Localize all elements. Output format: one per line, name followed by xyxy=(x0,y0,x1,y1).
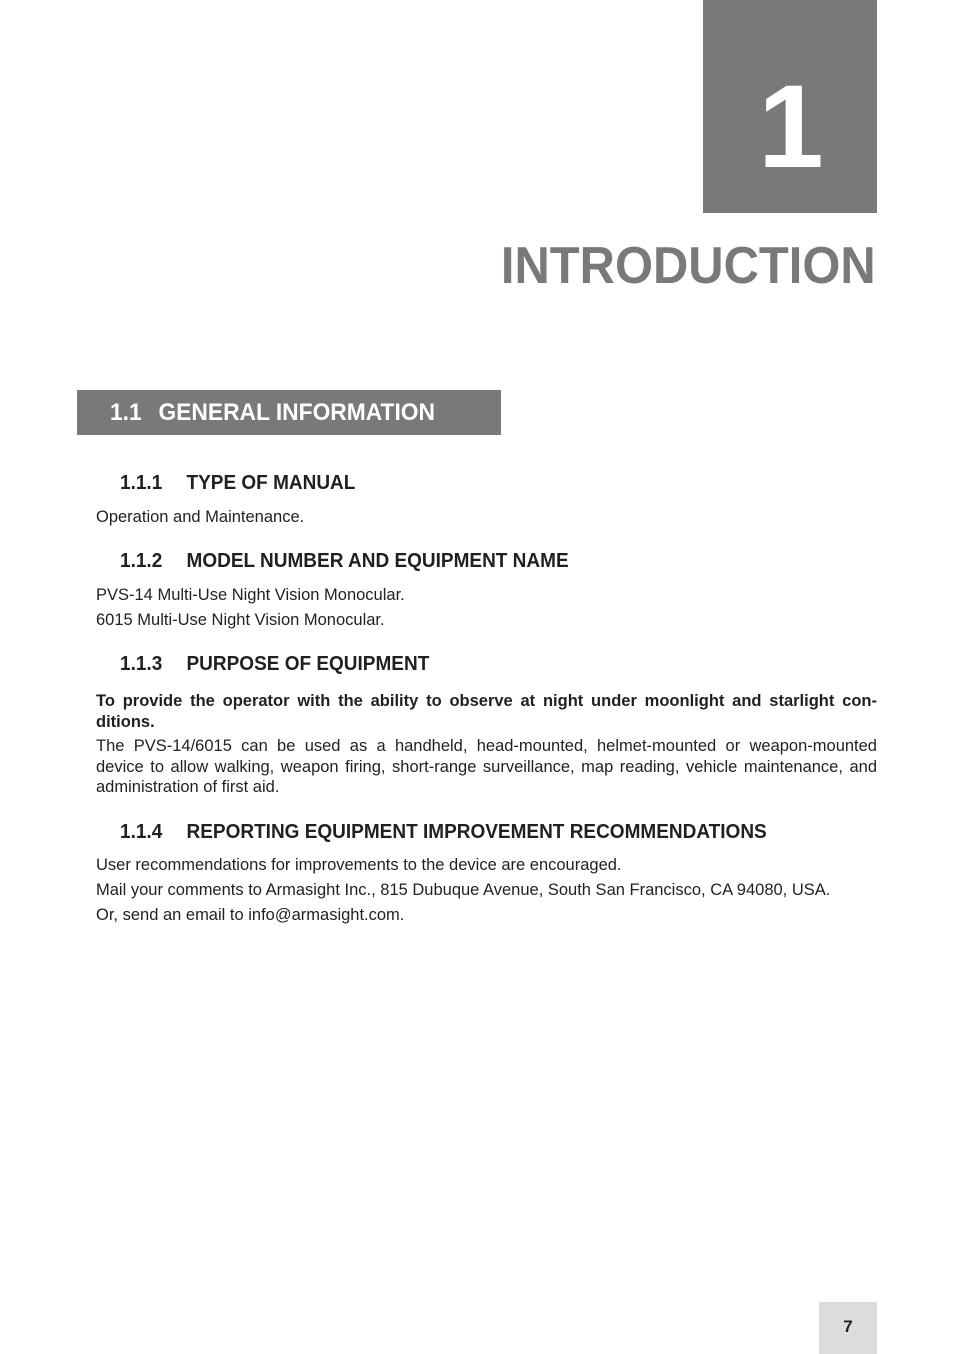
subsection-heading xyxy=(120,652,429,676)
subsection-number: 1.1.2 xyxy=(120,550,163,572)
purpose-statement: To provide the operator with the ability to observe at night under moonlight and starlight con-ditions. xyxy=(96,692,877,731)
chapter-title: INTRODUCTION xyxy=(501,237,876,295)
page-number: 7 xyxy=(843,1317,853,1336)
subsection-title: MODEL NUMBER AND EQUIPMENT NAME xyxy=(186,550,569,572)
body-text-line: PVS-14 Multi-Use Night Vision Monocular. xyxy=(96,586,405,604)
purpose-description: The PVS-14/6015 can be used as a handheld, head-mounted, helmet-mounted or weapon-mounted device to allow walking, weapon firing, short-range surveillance, map reading, vehicle maintenance, and administration of first aid. xyxy=(96,737,877,796)
body-text-line: Or, send an email to info@armasight.com. xyxy=(96,906,405,924)
section-title: GENERAL INFORMATION xyxy=(158,399,436,426)
page-number-box xyxy=(819,1302,877,1354)
subsection-number: 1.1.1 xyxy=(120,472,163,494)
chapter-number: 1 xyxy=(758,61,822,193)
subsection-heading xyxy=(120,549,569,573)
subsection-title: PURPOSE OF EQUIPMENT xyxy=(186,653,430,675)
section-heading-bar xyxy=(77,390,501,435)
subsection-heading xyxy=(120,820,767,844)
subsection-title: TYPE OF MANUAL xyxy=(186,472,356,494)
chapter-number-box xyxy=(703,0,877,213)
body-text-line: 6015 Multi-Use Night Vision Monocular. xyxy=(96,611,385,629)
subsection-title: REPORTING EQUIPMENT IMPROVEMENT RECOMMENDATIONS xyxy=(186,821,767,843)
body-text-line: Operation and Maintenance. xyxy=(96,508,305,526)
subsection-number: 1.1.4 xyxy=(120,821,163,843)
subsection-heading xyxy=(120,471,355,495)
body-text-line: Mail your comments to Armasight Inc., 815 Dubuque Avenue, South San Francisco, CA 94080, USA. xyxy=(96,881,831,899)
section-number: 1.1 xyxy=(110,399,142,426)
section-heading xyxy=(110,398,435,428)
body-text-line: User recommendations for improvements to the device are encouraged. xyxy=(96,856,622,874)
subsection-number: 1.1.3 xyxy=(120,653,163,675)
